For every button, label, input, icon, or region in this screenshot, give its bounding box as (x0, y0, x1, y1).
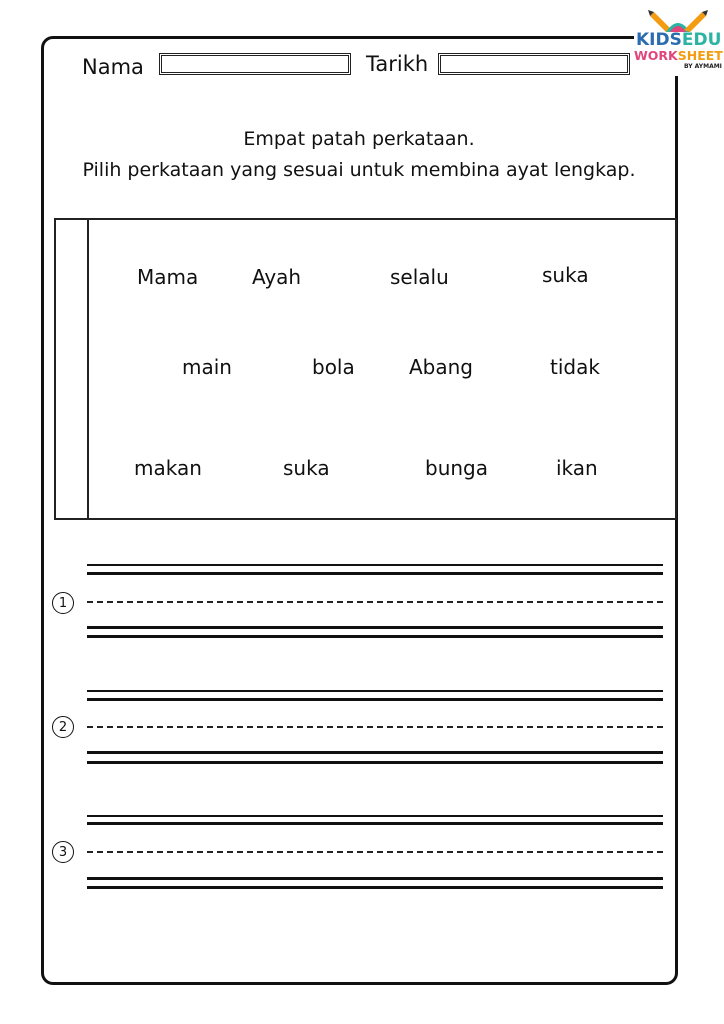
word-item: suka (283, 456, 330, 480)
writing-guide-dashed (87, 601, 663, 603)
writing-line-top (87, 690, 663, 692)
word-item: tidak (550, 355, 600, 379)
writing-line-bottom (87, 635, 663, 638)
name-field[interactable] (159, 53, 351, 75)
number-badge: 3 (52, 841, 74, 863)
writing-line-top (87, 815, 663, 817)
word-item: makan (134, 456, 202, 480)
writing-line-top (87, 822, 663, 825)
kidsedu-logo (634, 10, 722, 76)
writing-line-top (87, 572, 663, 575)
instruction-subtitle: Pilih perkataan yang sesuai untuk membina ayat lengkap. (82, 159, 636, 181)
logo-line2: WORKSHEET (634, 48, 723, 63)
word-item: main (182, 355, 232, 379)
logo-line3: BY AYMAMI (684, 63, 722, 70)
writing-line-top (87, 564, 663, 566)
writing-line-bottom (87, 761, 663, 764)
word-item: bola (312, 355, 355, 379)
word-item: bunga (425, 456, 488, 480)
writing-guide-dashed (87, 851, 663, 853)
word-item: Mama (137, 265, 199, 289)
writing-guide-dashed (87, 726, 663, 728)
name-label: Nama (82, 55, 144, 79)
word-item: suka (542, 263, 589, 287)
writing-line-top (87, 698, 663, 701)
number-badge: 1 (52, 592, 74, 614)
writing-line-bottom (87, 886, 663, 889)
instruction-title: Empat patah perkataan. (243, 128, 475, 150)
word-item: Abang (409, 355, 474, 379)
pencils-icon (648, 10, 708, 32)
word-item: Ayah (252, 265, 302, 289)
writing-line-bottom (87, 626, 663, 629)
number-badge: 2 (52, 716, 74, 738)
word-item: selalu (390, 265, 449, 289)
word-bank-margin-line (87, 220, 89, 518)
logo-line1: KIDSEDU (636, 30, 722, 50)
date-field[interactable] (438, 53, 630, 75)
writing-line-bottom (87, 751, 663, 754)
word-item: ikan (556, 456, 598, 480)
writing-line-bottom (87, 877, 663, 880)
date-label: Tarikh (366, 52, 429, 76)
